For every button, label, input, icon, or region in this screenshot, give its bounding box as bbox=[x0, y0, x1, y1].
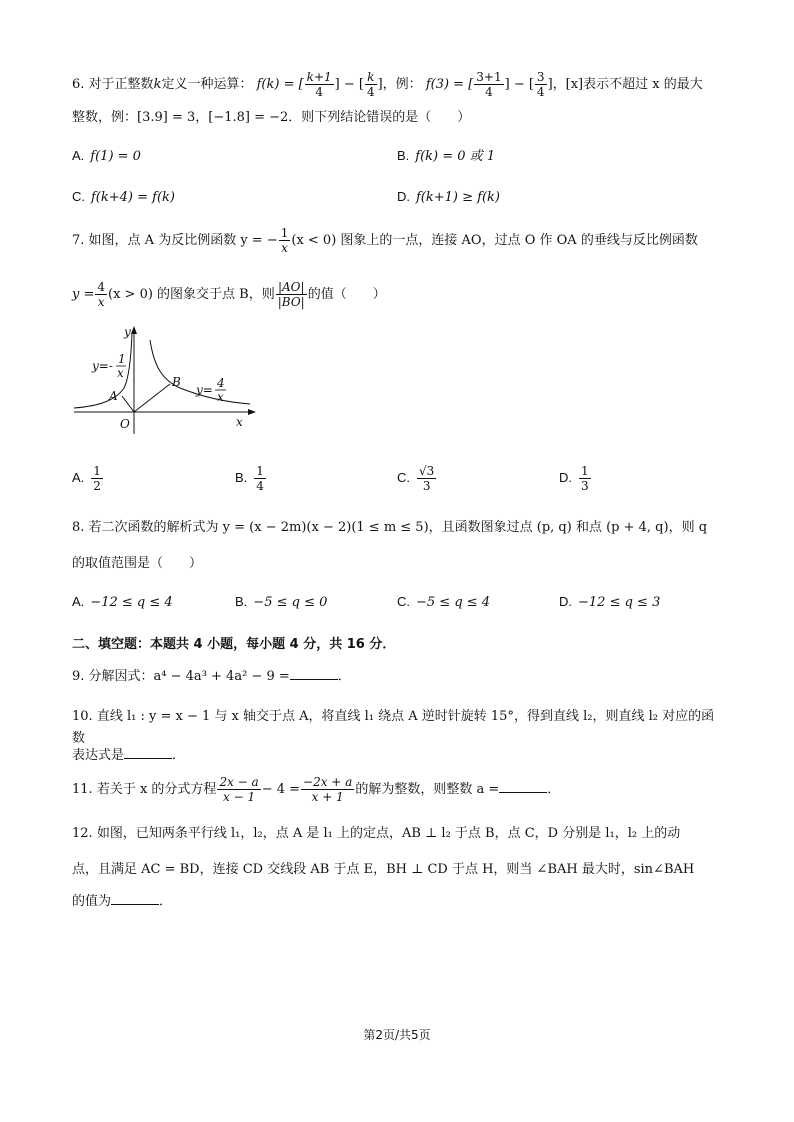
question-8-line-1 bbox=[72, 517, 722, 539]
fraction bbox=[305, 70, 334, 99]
answer-blank[interactable] bbox=[499, 778, 547, 793]
denominator: x bbox=[97, 295, 105, 309]
question-6-line-1 bbox=[72, 70, 722, 99]
denominator: 4 bbox=[256, 479, 264, 493]
numerator: −2x + a bbox=[303, 775, 353, 789]
question-12-line-1 bbox=[72, 823, 722, 845]
answer-blank[interactable] bbox=[124, 744, 172, 759]
option-text: −5 ≤ q ≤ 0 bbox=[253, 595, 328, 610]
reciprocal-function-figure bbox=[70, 322, 260, 437]
question-12-line-2: 点，且满足 AC = BD，连接 CD 交线段 AB 于点 E，BH ⊥ CD 于点 H，则当 ∠BAH 最大时，sin∠BAH bbox=[72, 862, 695, 877]
text: ] − [ bbox=[334, 77, 364, 92]
answer-blank[interactable] bbox=[290, 665, 338, 680]
text: ] − [ bbox=[504, 77, 534, 92]
denominator: 3 bbox=[581, 479, 589, 493]
numerator: k bbox=[365, 70, 377, 85]
option-text: −5 ≤ q ≤ 4 bbox=[416, 595, 491, 610]
option-a[interactable] bbox=[72, 589, 173, 616]
numerator: 1 bbox=[256, 464, 264, 478]
text: 直线 l₁ : y = x − 1 与 x 轴交于点 A，将直线 l₁ 绕点 A 逆时针旋转 15°，得到直线 l₂，则直线 l₂ 对应的函数 bbox=[72, 709, 715, 746]
option-label: B. bbox=[397, 148, 410, 163]
question-7-options bbox=[72, 460, 722, 496]
text: − 4 = bbox=[261, 782, 301, 797]
fraction bbox=[279, 226, 291, 255]
question-number: 8. bbox=[72, 520, 85, 535]
text: 定义一种运算： bbox=[161, 77, 253, 92]
numerator: 4 bbox=[97, 280, 106, 294]
option-d[interactable] bbox=[559, 460, 592, 497]
option-label: B. bbox=[235, 594, 248, 609]
label-y: y bbox=[124, 325, 131, 339]
example-lhs: f(3) = [ bbox=[425, 77, 474, 92]
question-number: 7. bbox=[72, 233, 85, 248]
question-8-options bbox=[72, 589, 722, 615]
option-text: f(k) = 0 或 1 bbox=[415, 149, 496, 164]
variable-k: k bbox=[153, 77, 162, 92]
option-label: A. bbox=[72, 148, 85, 163]
option-text: f(1) = 0 bbox=[90, 149, 141, 164]
question-number: 6. bbox=[72, 77, 85, 92]
option-d[interactable] bbox=[397, 184, 500, 211]
text: (x > 0) 的图象交于点 B，则 bbox=[108, 287, 275, 302]
option-label: C. bbox=[397, 594, 410, 609]
fraction bbox=[91, 464, 103, 493]
text: 如图，已知两条平行线 l₁，l₂，点 A 是 l₁ 上的定点，AB ⊥ l₂ 于点 B，点 C，D 分别是 l₁，l₂ 上的动 bbox=[96, 826, 681, 841]
segment-ob bbox=[134, 384, 170, 412]
x-axis-arrow bbox=[248, 409, 256, 415]
option-label: A. bbox=[72, 594, 85, 609]
left-curve-denominator: x bbox=[117, 366, 124, 380]
option-a[interactable] bbox=[72, 460, 104, 497]
question-10-line-2 bbox=[72, 744, 722, 767]
numerator: 1 bbox=[581, 464, 589, 478]
question-number: 12. bbox=[72, 826, 93, 841]
option-text: f(k+1) ≥ f(k) bbox=[416, 190, 500, 205]
denominator: x bbox=[281, 241, 288, 255]
fraction bbox=[95, 280, 107, 309]
segment-oa bbox=[122, 396, 134, 412]
page-footer: 第2页/共5页 bbox=[363, 1028, 431, 1042]
numerator: k+1 bbox=[306, 70, 332, 84]
text: ]，例： bbox=[377, 77, 422, 92]
fraction bbox=[301, 775, 354, 804]
label-a: A bbox=[109, 389, 118, 403]
option-c[interactable] bbox=[72, 184, 175, 211]
denominator: 3 bbox=[422, 479, 431, 493]
answer-blank[interactable] bbox=[111, 890, 159, 905]
definition-lhs: f(k) = [ bbox=[256, 77, 304, 92]
fraction bbox=[535, 70, 547, 99]
text: y = bbox=[72, 287, 95, 302]
label-b: B bbox=[172, 375, 181, 389]
numerator: 3+1 bbox=[476, 70, 502, 84]
question-6-options-row-2 bbox=[72, 184, 722, 210]
right-curve-denominator: x bbox=[217, 390, 224, 404]
option-label: D. bbox=[559, 594, 572, 609]
text: 若关于 x 的分式方程 bbox=[96, 782, 217, 797]
text: (x < 0) 图象上的一点，连接 AO，过点 O 作 OA 的垂线与反比例函数 bbox=[291, 233, 698, 248]
option-a[interactable] bbox=[72, 143, 141, 170]
denominator: 4 bbox=[315, 85, 323, 99]
question-7-line-2 bbox=[72, 280, 722, 309]
text: 表达式是 bbox=[72, 748, 125, 763]
option-text: f(k+4) = f(k) bbox=[91, 190, 175, 205]
numerator: 3 bbox=[536, 70, 545, 84]
question-6-options-row-1 bbox=[72, 143, 722, 169]
text: 若二次函数的解析式为 y = (x − 2m)(x − 2)(1 ≤ m ≤ 5)，且函数图象过点 (p, q) 和点 (p + 4, q)，则 q bbox=[88, 520, 708, 535]
question-12-line-3 bbox=[72, 890, 722, 913]
text: ． bbox=[172, 748, 186, 763]
option-c[interactable] bbox=[397, 460, 437, 497]
right-curve-label: y= bbox=[196, 383, 213, 397]
question-number: 10. bbox=[72, 709, 93, 724]
option-b[interactable] bbox=[397, 143, 495, 170]
option-label: D. bbox=[559, 470, 572, 485]
option-d[interactable] bbox=[559, 589, 660, 616]
option-label: C. bbox=[72, 189, 85, 204]
text: ]，[x]表示不超过 x 的最大 bbox=[547, 77, 703, 92]
option-label: B. bbox=[235, 470, 248, 485]
question-8-line-2: 的取值范围是（ ） bbox=[72, 556, 203, 571]
left-curve-numerator: 1 bbox=[118, 352, 126, 366]
fraction bbox=[579, 464, 591, 493]
left-curve-label: y=- bbox=[92, 359, 113, 373]
option-b[interactable] bbox=[235, 460, 267, 497]
denominator: 2 bbox=[93, 479, 101, 493]
numerator: 1 bbox=[280, 226, 289, 240]
option-label: C. bbox=[397, 470, 410, 485]
numerator: 1 bbox=[93, 464, 101, 478]
text: 的值为 bbox=[72, 894, 112, 909]
option-text: −12 ≤ q ≤ 4 bbox=[90, 595, 173, 610]
denominator: x − 1 bbox=[223, 790, 256, 804]
option-text: −12 ≤ q ≤ 3 bbox=[578, 595, 661, 610]
fraction bbox=[276, 280, 307, 309]
fraction bbox=[365, 70, 377, 99]
fraction bbox=[417, 464, 436, 493]
text: 如图，点 A 为反比例函数 y = − bbox=[88, 233, 278, 248]
fraction bbox=[254, 464, 266, 493]
question-number: 11. bbox=[72, 782, 93, 797]
fraction bbox=[474, 70, 503, 99]
fraction bbox=[217, 775, 260, 804]
label-o: O bbox=[120, 417, 130, 431]
numerator: 2x − a bbox=[219, 775, 259, 789]
text: ． bbox=[337, 669, 351, 684]
right-curve-numerator: 4 bbox=[217, 376, 225, 390]
question-6-line-2: 整数，例：[3.9] = 3，[−1.8] = −2．则下列结论错误的是（ ） bbox=[72, 110, 471, 125]
denominator: |BO| bbox=[277, 295, 305, 309]
text: 的解为整数，则整数 a = bbox=[355, 782, 500, 797]
option-label: A. bbox=[72, 470, 85, 485]
question-number: 9. bbox=[72, 669, 85, 684]
denominator: x + 1 bbox=[311, 790, 344, 804]
text: ． bbox=[159, 894, 173, 909]
text: 对于正整数 bbox=[88, 77, 154, 92]
question-11 bbox=[72, 775, 722, 804]
question-9 bbox=[72, 665, 722, 688]
denominator: 4 bbox=[485, 85, 493, 99]
label-x: x bbox=[236, 415, 243, 429]
option-b[interactable] bbox=[235, 589, 327, 616]
text: 分解因式：a⁴ − 4a³ + 4a² − 9 = bbox=[88, 669, 290, 684]
option-c[interactable] bbox=[397, 589, 490, 616]
section-heading: 二、填空题：本题共 4 小题，每小题 4 分，共 16 分． bbox=[72, 637, 396, 652]
numerator: √3 bbox=[419, 464, 435, 478]
text: 的值（ ） bbox=[307, 287, 386, 302]
denominator: 4 bbox=[536, 85, 545, 99]
option-label: D. bbox=[397, 189, 410, 204]
denominator: 4 bbox=[366, 85, 375, 99]
text: ． bbox=[547, 782, 561, 797]
question-7-line-1 bbox=[72, 226, 722, 255]
numerator: |AO| bbox=[276, 280, 307, 295]
